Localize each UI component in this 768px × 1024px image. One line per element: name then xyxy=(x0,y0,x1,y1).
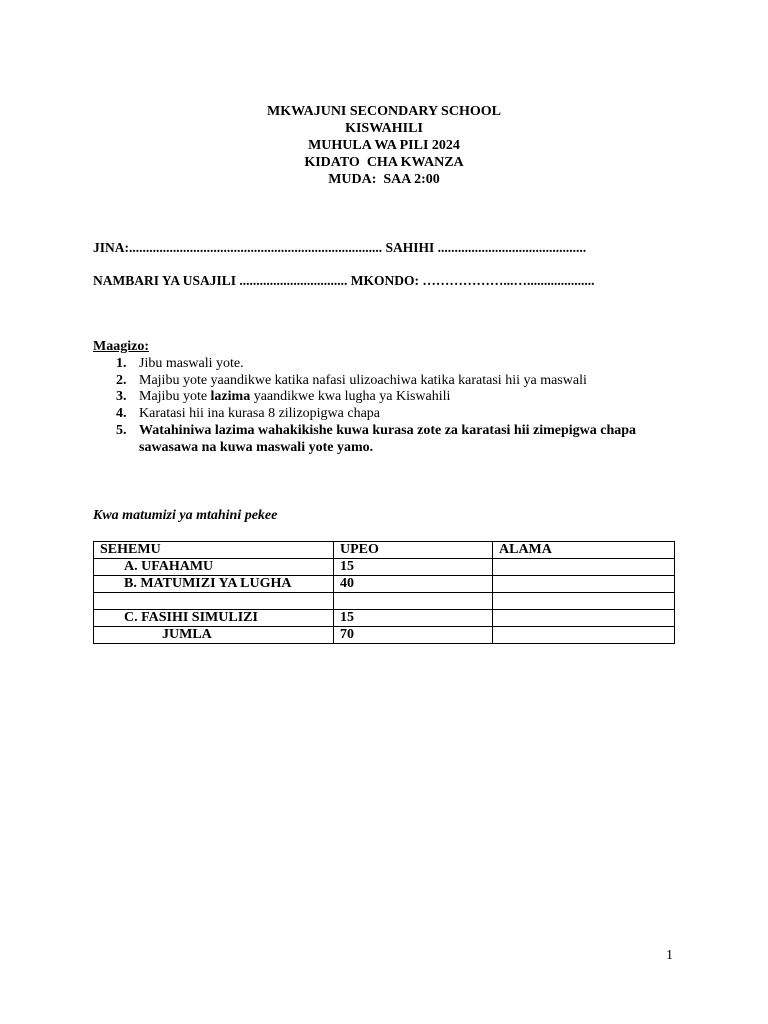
score-cell[interactable] xyxy=(493,610,675,627)
section-cell xyxy=(94,593,334,610)
score-cell[interactable] xyxy=(493,576,675,593)
table-header-row xyxy=(94,542,675,559)
instruction-item xyxy=(93,389,693,406)
examiner-note: Kwa matumizi ya mtahini pekee xyxy=(93,508,278,523)
column-header-sehemu: SEHEMU xyxy=(94,542,334,559)
section-cell: A. UFAHAMU xyxy=(94,559,334,576)
total-max-score-cell: 70 xyxy=(334,627,493,644)
column-header-upeo: UPEO xyxy=(334,542,493,559)
instruction-text-post: yaandikwe kwa lugha ya Kiswahili xyxy=(250,389,451,405)
total-score-cell[interactable] xyxy=(493,627,675,644)
score-cell[interactable] xyxy=(493,559,675,576)
table-row xyxy=(94,610,675,627)
instruction-emphasis: lazima xyxy=(210,389,251,405)
exam-term: MUHULA WA PILI 2024 xyxy=(308,138,460,153)
instruction-item xyxy=(93,373,693,390)
table-row xyxy=(94,576,675,593)
form-level: KIDATO CHA KWANZA xyxy=(304,155,464,170)
page-number: 1 xyxy=(666,948,673,963)
school-name: MKWAJUNI SECONDARY SCHOOL xyxy=(267,104,501,119)
instruction-text: Majibu yote yaandikwe katika nafasi ulizoachiwa katika karatasi hii ya maswali xyxy=(139,372,587,388)
score-cell[interactable] xyxy=(493,593,675,610)
max-score-cell: 15 xyxy=(334,559,493,576)
instructions-list xyxy=(93,356,693,457)
column-header-alama: ALAMA xyxy=(493,542,675,559)
section-cell: B. MATUMIZI YA LUGHA xyxy=(94,576,334,593)
instruction-item xyxy=(93,356,693,373)
table-row xyxy=(94,559,675,576)
instruction-number: 1. xyxy=(116,355,127,371)
instruction-item xyxy=(93,423,693,457)
name-signature-line: JINA:........................................................................... SAHIHI ............................................ xyxy=(93,240,587,255)
instruction-text: Watahiniwa lazima wahakikishe kuwa kurasa zote za karatasi hii zimepigwa chapa sawasawa na kuwa maswali yote yamo. xyxy=(139,422,637,455)
instruction-number: 2. xyxy=(116,372,127,388)
marks-table xyxy=(93,541,675,644)
total-label-cell: JUMLA xyxy=(94,627,334,644)
instructions-section xyxy=(93,339,693,457)
table-row-total xyxy=(94,627,675,644)
instruction-number: 3. xyxy=(116,389,127,405)
max-score-cell: 40 xyxy=(334,576,493,593)
instruction-text: Jibu maswali yote. xyxy=(139,355,244,371)
instruction-text: Karatasi hii ina kurasa 8 zilizopigwa chapa xyxy=(139,406,381,422)
instruction-number: 4. xyxy=(116,406,127,422)
instruction-item xyxy=(93,406,693,423)
document-header xyxy=(0,103,768,188)
exam-duration: MUDA: SAA 2:00 xyxy=(328,172,440,187)
section-cell: C. FASIHI SIMULIZI xyxy=(94,610,334,627)
registration-stream-line: NAMBARI YA USAJILI ................................ MKONDO: ………………...….................... xyxy=(93,273,595,288)
instructions-heading: Maagizo: xyxy=(93,339,149,354)
max-score-cell xyxy=(334,593,493,610)
subject-name: KISWAHILI xyxy=(345,121,423,136)
max-score-cell: 15 xyxy=(334,610,493,627)
instruction-text-pre: Majibu yote xyxy=(139,389,211,405)
table-row xyxy=(94,593,675,610)
instruction-number: 5. xyxy=(116,422,127,438)
